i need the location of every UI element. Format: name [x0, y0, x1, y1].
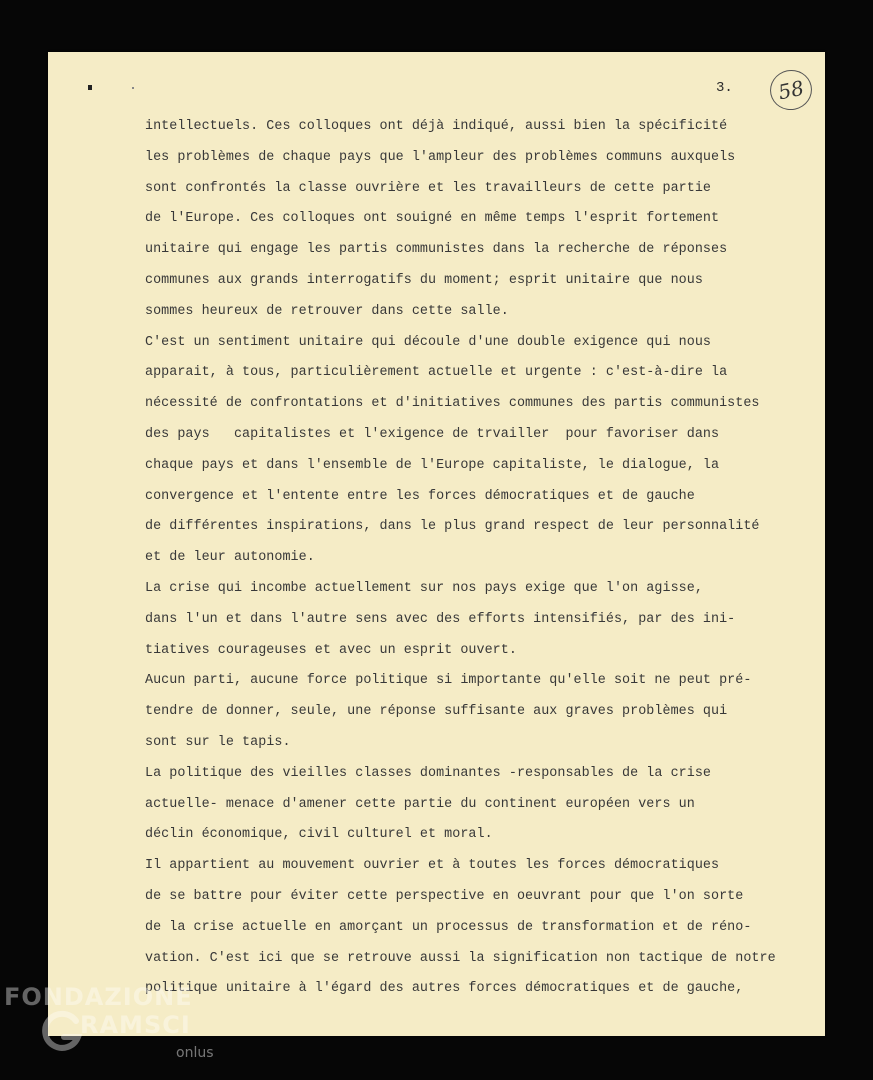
typed-body-text [145, 112, 805, 1005]
text-line: Il appartient au mouvement ouvrier et à toutes les forces démocratiques [145, 858, 720, 874]
text-line: communes aux grands interrogatifs du moment; esprit unitaire que nous [145, 272, 703, 288]
text-line: sont sur le tapis. [145, 734, 291, 750]
text-line: vation. C'est ici que se retrouve aussi la signification non tactique de notre [145, 950, 776, 966]
text-line: de différentes inspirations, dans le plus grand respect de leur personnalité [145, 519, 760, 535]
text-line: convergence et l'entente entre les forces démocratiques et de gauche [145, 488, 695, 504]
page-number: 3. [716, 80, 733, 96]
text-line: des pays capitalistes et l'exigence de trvailler pour favoriser dans [145, 426, 720, 442]
text-line: déclin économique, civil culturel et moral. [145, 827, 493, 843]
g-swirl-icon [38, 1009, 84, 1055]
text-line: les problèmes de chaque pays que l'ampleur des problèmes communs auxquels [145, 149, 736, 165]
text-line: unitaire qui engage les partis communistes dans la recherche de réponses [145, 242, 728, 258]
text-line: nécessité de confrontations et d'initiatives communes des partis communistes [145, 396, 760, 412]
text-line: chaque pays et dans l'ensemble de l'Europe capitaliste, le dialogue, la [145, 457, 720, 473]
text-line: politique unitaire à l'égard des autres forces démocratiques et de gauche, [145, 981, 744, 997]
text-line: actuelle- menace d'amener cette partie du continent européen vers un [145, 796, 695, 812]
ink-speck [132, 87, 134, 89]
text-line: Aucun parti, aucune force politique si importante qu'elle soit ne peut pré- [145, 673, 752, 689]
text-line: tendre de donner, seule, une réponse suffisante aux graves problèmes qui [145, 704, 728, 720]
archive-number-stamp: 58 [766, 66, 815, 114]
text-line: sont confrontés la classe ouvrière et les travailleurs de cette partie [145, 180, 711, 196]
text-line: de la crise actuelle en amorçant un processus de transformation et de réno- [145, 919, 752, 935]
text-line: La crise qui incombe actuellement sur nos pays exige que l'on agisse, [145, 580, 703, 596]
foundation-watermark [4, 983, 244, 1080]
ink-mark [88, 85, 92, 90]
text-line: tiatives courageuses et avec un esprit ouvert. [145, 642, 517, 658]
watermark-line-1: FONDAZIONE [4, 983, 193, 1011]
text-line: de l'Europe. Ces colloques ont souigné en même temps l'esprit fortement [145, 211, 720, 227]
text-line: dans l'un et dans l'autre sens avec des efforts intensifiés, par des ini- [145, 611, 736, 627]
text-line: et de leur autonomie. [145, 550, 315, 566]
text-line: intellectuels. Ces colloques ont déjà indiqué, aussi bien la spécificité [145, 119, 728, 134]
text-line: C'est un sentiment unitaire qui découle d'une double exigence qui nous [145, 334, 711, 350]
text-line: de se battre pour éviter cette perspective en oeuvrant pour que l'on sorte [145, 888, 744, 904]
watermark-line-2: RAMSCI [80, 1011, 191, 1039]
text-line: sommes heureux de retrouver dans cette salle. [145, 303, 509, 319]
text-line: apparait, à tous, particulièrement actuelle et urgente : c'est-à-dire la [145, 365, 728, 381]
watermark-line-3: onlus [176, 1045, 214, 1061]
text-line: La politique des vieilles classes dominantes -responsables de la crise [145, 765, 711, 781]
